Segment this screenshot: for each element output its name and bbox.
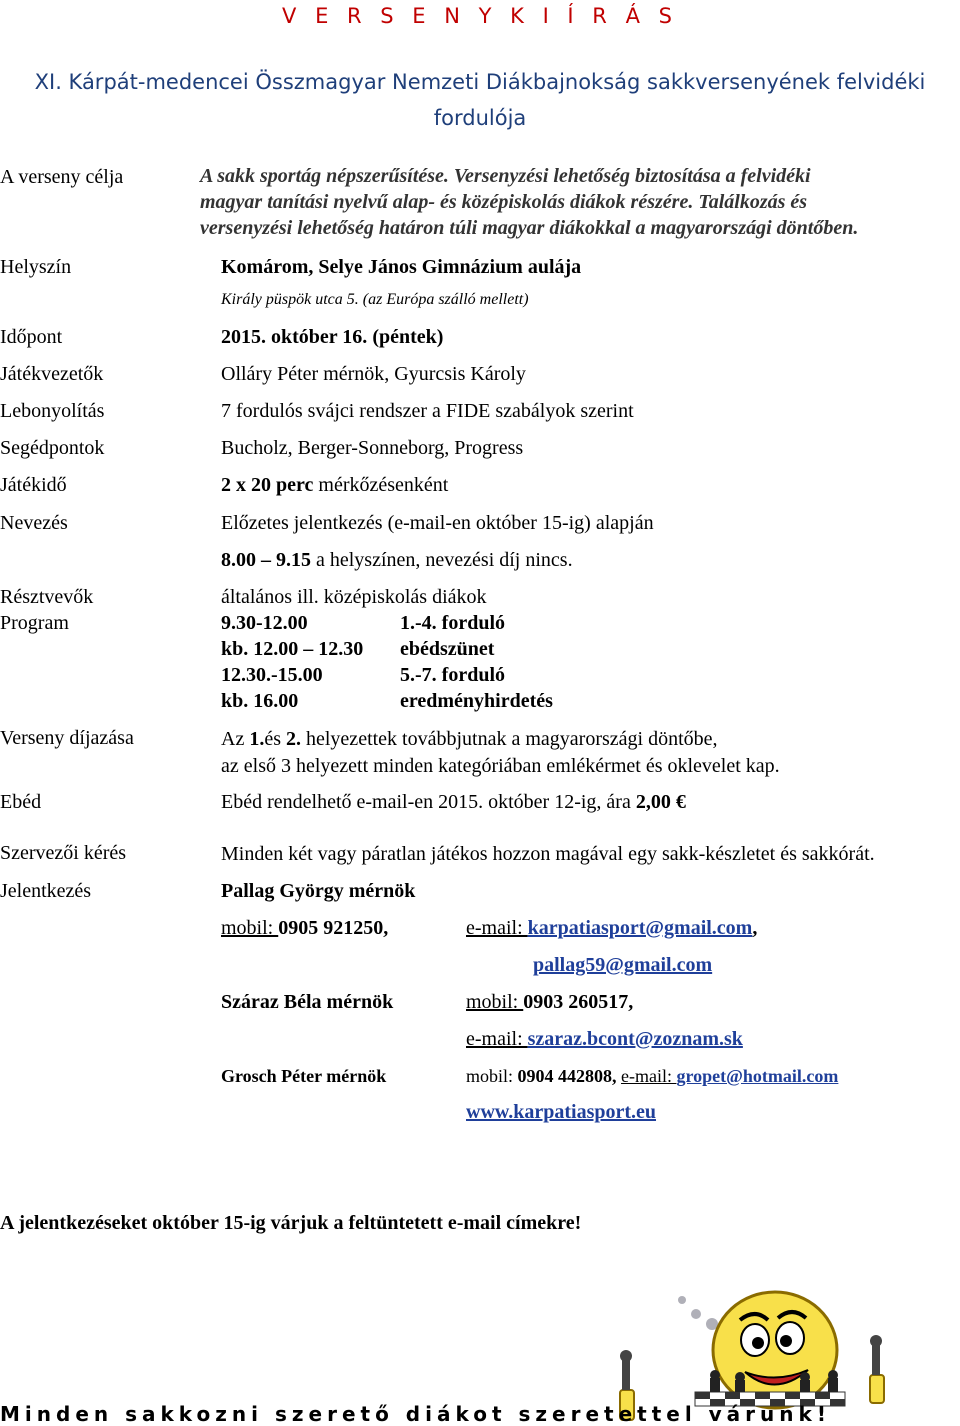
lunch-value xyxy=(221,791,686,814)
goal-line1: A sakk sportág népszerűsítése. Versenyzési lehetőség biztosítása a felvidéki xyxy=(200,165,811,187)
label-participants: Résztvevők xyxy=(0,586,94,608)
conduct-value: 7 fordulós svájci rendszer a FIDE szabályok szerint xyxy=(221,400,634,422)
tiebreak-value: Bucholz, Berger-Sonneborg, Progress xyxy=(221,437,524,459)
label-goal: A verseny célja xyxy=(0,166,124,188)
label-tiebreak: Segédpontok xyxy=(0,437,105,459)
referees-value: Olláry Péter mérnök, Gyurcsis Károly xyxy=(221,363,526,385)
label-entry: Nevezés xyxy=(0,512,68,534)
document-title: V E R S E N Y K I Í R Á S xyxy=(282,4,678,28)
label-conduct: Lebonyolítás xyxy=(0,400,105,422)
lunch-price: 2,00 € xyxy=(635,791,686,813)
prizes-e: helyezettek továbbjutnak a magyarországi döntőbe, xyxy=(301,728,718,750)
contact2-email-link[interactable]: szaraz.bcont@zoznam.sk xyxy=(527,1028,743,1050)
contact2-mobil-label: mobil: xyxy=(466,991,524,1013)
entry-line2 xyxy=(221,549,573,572)
timecontrol-value xyxy=(221,474,448,497)
program-time-0: 9.30-12.00 xyxy=(221,612,308,634)
date xyxy=(221,326,443,349)
contact2-email-label: e-mail: xyxy=(466,1028,528,1050)
lunch-text: Ebéd rendelhető e-mail-en 2015. október 12-ig, ára xyxy=(221,791,636,813)
contact3-email-label: e-mail: xyxy=(621,1066,677,1086)
contact2-phone-line xyxy=(466,991,633,1014)
prizes-line2: az első 3 helyezett minden kategóriában emlékérmet és oklevelet kap. xyxy=(221,755,780,777)
label-prizes: Verseny díjazása xyxy=(0,727,134,749)
label-request: Szervezői kérés xyxy=(0,842,127,864)
heading-line1: XI. Kárpát-medencei Összmagyar Nemzeti Diákbajnokság sakkversenyének felvidéki xyxy=(34,70,926,94)
program-time-1: kb. 12.00 – 12.30 xyxy=(221,638,364,660)
participants-value: általános ill. középiskolás diákok xyxy=(221,586,487,608)
program-time-2: 12.30.-15.00 xyxy=(221,664,323,686)
contact3-email-link[interactable]: gropet@hotmail.com xyxy=(676,1066,839,1086)
entry-line1: Előzetes jelentkezés (e-mail-en október 15-ig) alapján xyxy=(221,512,654,534)
program-event-3: eredményhirdetés xyxy=(400,690,553,712)
contact1-email2-link[interactable]: pallag59@gmail.com xyxy=(533,954,713,976)
label-time: Időpont xyxy=(0,326,63,348)
date-bold: 2015. október 16. xyxy=(221,326,368,348)
timecontrol-bold: 2 x 20 perc xyxy=(221,474,314,496)
contact1-email-line xyxy=(466,917,757,940)
goal-line3: versenyzési lehetőség határon túli magyar diákokkal a magyarországi döntőben. xyxy=(200,217,859,239)
entry-rest: a helyszínen, nevezési díj nincs. xyxy=(311,549,573,571)
prizes-c: és xyxy=(264,728,286,750)
goal-line2: magyar tanítási nyelvű alap- és középiskolás diákok részére. Találkozás és xyxy=(200,191,808,213)
program-time-3: kb. 16.00 xyxy=(221,690,299,712)
contact3-line xyxy=(466,1066,838,1087)
program-event-2: 5.-7. forduló xyxy=(400,664,505,686)
location-main: Komárom, Selye János Gimnázium aulája xyxy=(221,256,582,278)
contact3-name: Grosch Péter mérnök xyxy=(221,1066,387,1086)
prizes-b: 1. xyxy=(249,728,265,750)
deadline-text: A jelentkezéseket október 15-ig várjuk a feltüntetett e-mail címekre! xyxy=(0,1212,582,1234)
contact1-email-label: e-mail: xyxy=(466,917,528,939)
label-referees: Játékvezetők xyxy=(0,363,104,385)
footer-text: Minden sakkozni szerető diákot szeretettel várunk! xyxy=(0,1402,831,1426)
contact1-comma: , xyxy=(752,917,758,939)
contact1-phone-line xyxy=(221,917,388,940)
contact1-mobil-label: mobil: xyxy=(221,917,279,939)
request-value: Minden két vagy páratlan játékos hozzon magával egy sakk-készletet és sakkórát. xyxy=(221,843,875,865)
contact2-phone: 0903 260517, xyxy=(523,991,634,1013)
contact1-email1-link[interactable]: karpatiasport@gmail.com xyxy=(527,917,753,939)
entry-time: 8.00 – 9.15 xyxy=(221,549,311,571)
date-day: (péntek) xyxy=(367,326,444,348)
heading-line2: fordulója xyxy=(433,106,527,130)
prizes-line1 xyxy=(221,728,718,751)
label-lunch: Ebéd xyxy=(0,791,42,813)
label-location: Helyszín xyxy=(0,256,72,278)
contact1-name: Pallag György mérnök xyxy=(221,880,416,902)
label-registration: Jelentkezés xyxy=(0,880,92,902)
website-link[interactable]: www.karpatiasport.eu xyxy=(466,1101,657,1123)
timecontrol-rest: mérkőzésenként xyxy=(313,474,449,496)
location-sub: Király püspök utca 5. (az Európa szálló mellett) xyxy=(221,291,529,308)
contact3-phone: 0904 442808, xyxy=(517,1066,622,1086)
contact3-mobil-label: mobil: xyxy=(466,1066,518,1086)
website-line xyxy=(466,1101,656,1124)
contact2-name: Száraz Béla mérnök xyxy=(221,991,394,1013)
program-event-1: ebédszünet xyxy=(400,638,495,660)
label-program: Program xyxy=(0,612,69,634)
label-timecontrol: Játékidő xyxy=(0,474,67,496)
contact1-phone: 0905 921250, xyxy=(278,917,389,939)
prizes-d: 2. xyxy=(286,728,301,750)
contact2-email-line xyxy=(466,1028,743,1051)
prizes-a: Az xyxy=(221,728,250,750)
program-event-0: 1.-4. forduló xyxy=(400,612,505,634)
contact1-email2-line xyxy=(533,954,712,977)
